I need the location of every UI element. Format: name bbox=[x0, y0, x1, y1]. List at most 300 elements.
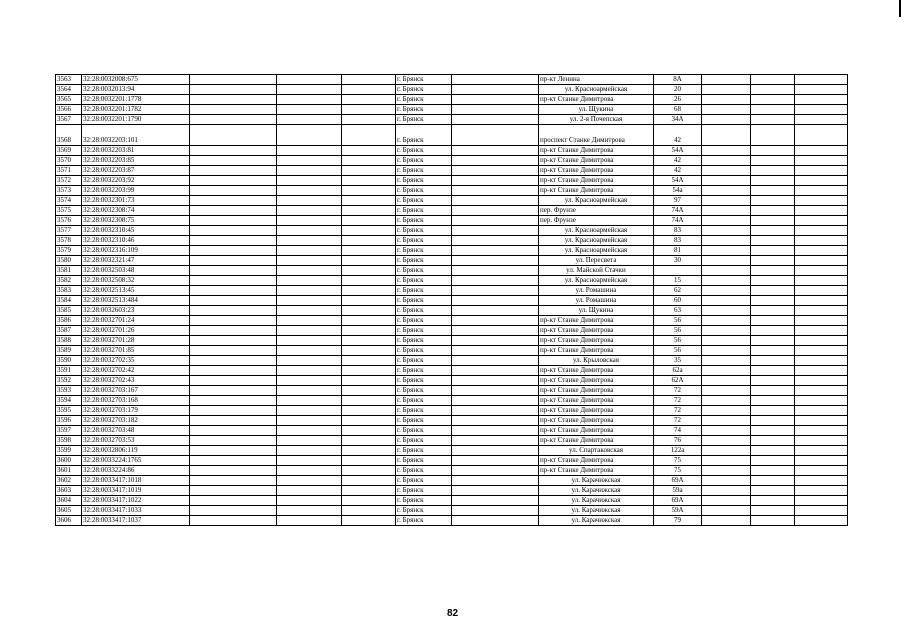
cadastral-number: 32:28:0032703:53 bbox=[82, 436, 190, 446]
empty-cell bbox=[342, 426, 396, 436]
table-row bbox=[56, 436, 848, 446]
row-number: 3570 bbox=[56, 156, 82, 166]
city: г. Брянск bbox=[396, 336, 452, 346]
empty-cell bbox=[751, 105, 795, 115]
empty-cell bbox=[702, 206, 751, 216]
empty-cell bbox=[751, 496, 795, 506]
empty-cell bbox=[751, 176, 795, 186]
empty-cell bbox=[190, 266, 277, 276]
empty-cell bbox=[190, 276, 277, 286]
empty-cell bbox=[190, 236, 277, 246]
empty-cell bbox=[342, 326, 396, 336]
empty-cell bbox=[190, 316, 277, 326]
street: пр-кт Станке Димитрова bbox=[539, 386, 654, 396]
street: пр-кт Станке Димитрова bbox=[539, 326, 654, 336]
table-row bbox=[56, 336, 848, 346]
empty-cell bbox=[342, 176, 396, 186]
empty-cell bbox=[190, 226, 277, 236]
city: г. Брянск bbox=[396, 316, 452, 326]
empty-cell bbox=[190, 516, 277, 526]
empty-cell bbox=[795, 386, 848, 396]
empty-cell bbox=[795, 146, 848, 156]
empty-cell bbox=[342, 296, 396, 306]
empty-cell bbox=[751, 296, 795, 306]
table-row bbox=[56, 476, 848, 486]
empty-cell bbox=[751, 476, 795, 486]
house-number: 56 bbox=[654, 346, 702, 356]
empty-cell bbox=[190, 115, 277, 125]
empty-cell bbox=[702, 156, 751, 166]
empty-cell bbox=[277, 196, 342, 206]
empty-cell bbox=[452, 376, 539, 386]
table-row bbox=[56, 276, 848, 286]
empty-cell bbox=[795, 256, 848, 266]
empty-cell bbox=[342, 516, 396, 526]
row-number: 3574 bbox=[56, 196, 82, 206]
empty-cell bbox=[795, 156, 848, 166]
empty-cell bbox=[277, 396, 342, 406]
empty-cell bbox=[751, 426, 795, 436]
empty-cell bbox=[342, 396, 396, 406]
cadastral-number: 32:28:0032703:179 bbox=[82, 406, 190, 416]
empty-cell bbox=[795, 95, 848, 105]
table-row bbox=[56, 236, 848, 246]
empty-cell bbox=[452, 426, 539, 436]
empty-cell bbox=[277, 356, 342, 366]
city: г. Брянск bbox=[396, 246, 452, 256]
cadastral-number: 32:28:0032703:48 bbox=[82, 426, 190, 436]
empty-cell bbox=[342, 266, 396, 276]
empty-cell bbox=[751, 406, 795, 416]
street: пр-кт Станке Димитрова bbox=[539, 466, 654, 476]
row-number: 3568 bbox=[56, 125, 82, 146]
empty-cell bbox=[795, 266, 848, 276]
cadastral-number: 32:28:0032701:26 bbox=[82, 326, 190, 336]
house-number: 60 bbox=[654, 296, 702, 306]
row-number: 3563 bbox=[56, 75, 82, 85]
house-number: 75 bbox=[654, 456, 702, 466]
city: г. Брянск bbox=[396, 396, 452, 406]
empty-cell bbox=[702, 146, 751, 156]
empty-cell bbox=[702, 476, 751, 486]
empty-cell bbox=[751, 166, 795, 176]
empty-cell bbox=[452, 416, 539, 426]
empty-cell bbox=[190, 246, 277, 256]
empty-cell bbox=[795, 206, 848, 216]
table-row bbox=[56, 486, 848, 496]
row-number: 3588 bbox=[56, 336, 82, 346]
empty-cell bbox=[277, 226, 342, 236]
row-number: 3587 bbox=[56, 326, 82, 336]
empty-cell bbox=[342, 496, 396, 506]
empty-cell bbox=[702, 386, 751, 396]
empty-cell bbox=[277, 326, 342, 336]
empty-cell bbox=[342, 416, 396, 426]
empty-cell bbox=[452, 75, 539, 85]
empty-cell bbox=[190, 75, 277, 85]
street: ул. Карачижская bbox=[539, 506, 654, 516]
street: ул. Спартаковская bbox=[539, 446, 654, 456]
street: ул. Щукина bbox=[539, 306, 654, 316]
cadastral-number: 32:28:0032513:484 bbox=[82, 296, 190, 306]
empty-cell bbox=[795, 176, 848, 186]
empty-cell bbox=[277, 75, 342, 85]
empty-cell bbox=[795, 115, 848, 125]
empty-cell bbox=[342, 386, 396, 396]
empty-cell bbox=[795, 406, 848, 416]
empty-cell bbox=[702, 316, 751, 326]
empty-cell bbox=[702, 176, 751, 186]
empty-cell bbox=[452, 216, 539, 226]
street: пр-кт Станке Димитрова bbox=[539, 156, 654, 166]
city: г. Брянск bbox=[396, 366, 452, 376]
empty-cell bbox=[795, 356, 848, 366]
street: ул. Карачижская bbox=[539, 516, 654, 526]
empty-cell bbox=[751, 386, 795, 396]
empty-cell bbox=[452, 386, 539, 396]
city: г. Брянск bbox=[396, 516, 452, 526]
cadastral-number: 32:28:0033224:1765 bbox=[82, 456, 190, 466]
table-row bbox=[56, 456, 848, 466]
empty-cell bbox=[795, 236, 848, 246]
row-number: 3567 bbox=[56, 115, 82, 125]
empty-cell bbox=[277, 146, 342, 156]
empty-cell bbox=[190, 416, 277, 426]
city: г. Брянск bbox=[396, 506, 452, 516]
empty-cell bbox=[702, 85, 751, 95]
empty-cell bbox=[452, 466, 539, 476]
empty-cell bbox=[702, 336, 751, 346]
empty-cell bbox=[452, 125, 539, 146]
registry-body bbox=[56, 75, 848, 526]
house-number: 74А bbox=[654, 206, 702, 216]
house-number: 72 bbox=[654, 406, 702, 416]
empty-cell bbox=[795, 336, 848, 346]
empty-cell bbox=[751, 186, 795, 196]
house-number: 72 bbox=[654, 386, 702, 396]
table-row bbox=[56, 115, 848, 125]
city: г. Брянск bbox=[396, 256, 452, 266]
house-number: 34А bbox=[654, 115, 702, 125]
empty-cell bbox=[795, 125, 848, 146]
empty-cell bbox=[452, 176, 539, 186]
street: пр-кт Станке Димитрова bbox=[539, 146, 654, 156]
empty-cell bbox=[751, 306, 795, 316]
empty-cell bbox=[452, 276, 539, 286]
empty-cell bbox=[277, 246, 342, 256]
empty-cell bbox=[795, 286, 848, 296]
empty-cell bbox=[795, 376, 848, 386]
empty-cell bbox=[702, 95, 751, 105]
city: г. Брянск bbox=[396, 115, 452, 125]
empty-cell bbox=[702, 376, 751, 386]
house-number: 20 bbox=[654, 85, 702, 95]
table-row bbox=[56, 376, 848, 386]
empty-cell bbox=[342, 125, 396, 146]
table-row bbox=[56, 396, 848, 406]
cadastral-number: 32:28:0032513:45 bbox=[82, 286, 190, 296]
empty-cell bbox=[277, 256, 342, 266]
empty-cell bbox=[702, 256, 751, 266]
empty-cell bbox=[277, 416, 342, 426]
city: г. Брянск bbox=[396, 216, 452, 226]
street: пр-кт Ленина bbox=[539, 75, 654, 85]
empty-cell bbox=[277, 105, 342, 115]
empty-cell bbox=[190, 476, 277, 486]
empty-cell bbox=[795, 466, 848, 476]
cadastral-number: 32:28:0032508:32 bbox=[82, 276, 190, 286]
cadastral-number: 32:28:0032203:101 bbox=[82, 125, 190, 146]
row-number: 3591 bbox=[56, 366, 82, 376]
empty-cell bbox=[452, 266, 539, 276]
empty-cell bbox=[795, 516, 848, 526]
city: г. Брянск bbox=[396, 346, 452, 356]
cadastral-number: 32:28:0032203:81 bbox=[82, 146, 190, 156]
empty-cell bbox=[702, 236, 751, 246]
empty-cell bbox=[751, 286, 795, 296]
empty-cell bbox=[702, 516, 751, 526]
house-number: 72 bbox=[654, 416, 702, 426]
row-number: 3578 bbox=[56, 236, 82, 246]
empty-cell bbox=[751, 446, 795, 456]
empty-cell bbox=[452, 166, 539, 176]
empty-cell bbox=[702, 186, 751, 196]
cadastral-number: 32:28:0032310:46 bbox=[82, 236, 190, 246]
empty-cell bbox=[452, 476, 539, 486]
empty-cell bbox=[452, 436, 539, 446]
row-number: 3600 bbox=[56, 456, 82, 466]
empty-cell bbox=[277, 85, 342, 95]
empty-cell bbox=[751, 196, 795, 206]
empty-cell bbox=[342, 446, 396, 456]
empty-cell bbox=[452, 206, 539, 216]
empty-cell bbox=[795, 476, 848, 486]
empty-cell bbox=[751, 376, 795, 386]
empty-cell bbox=[452, 486, 539, 496]
street: пр-кт Станке Димитрова bbox=[539, 95, 654, 105]
empty-cell bbox=[342, 366, 396, 376]
empty-cell bbox=[342, 456, 396, 466]
table-row bbox=[56, 386, 848, 396]
empty-cell bbox=[190, 466, 277, 476]
empty-cell bbox=[342, 286, 396, 296]
empty-cell bbox=[452, 446, 539, 456]
row-number: 3571 bbox=[56, 166, 82, 176]
empty-cell bbox=[190, 406, 277, 416]
empty-cell bbox=[702, 356, 751, 366]
cadastral-number: 32:28:0032308:74 bbox=[82, 206, 190, 216]
cadastral-number: 32:28:0032702:35 bbox=[82, 356, 190, 366]
empty-cell bbox=[795, 456, 848, 466]
house-number: 63 bbox=[654, 306, 702, 316]
scan-edge-mark bbox=[899, 0, 901, 17]
empty-cell bbox=[795, 75, 848, 85]
empty-cell bbox=[277, 456, 342, 466]
house-number: 62а bbox=[654, 366, 702, 376]
empty-cell bbox=[795, 496, 848, 506]
empty-cell bbox=[452, 496, 539, 506]
empty-cell bbox=[277, 236, 342, 246]
empty-cell bbox=[702, 456, 751, 466]
city: г. Брянск bbox=[396, 426, 452, 436]
empty-cell bbox=[342, 246, 396, 256]
empty-cell bbox=[342, 376, 396, 386]
street: ул. Красноармейская bbox=[539, 236, 654, 246]
city: г. Брянск bbox=[396, 276, 452, 286]
empty-cell bbox=[751, 125, 795, 146]
house-number: 79 bbox=[654, 516, 702, 526]
empty-cell bbox=[452, 396, 539, 406]
row-number: 3572 bbox=[56, 176, 82, 186]
table-row bbox=[56, 426, 848, 436]
city: г. Брянск bbox=[396, 95, 452, 105]
row-number: 3584 bbox=[56, 296, 82, 306]
empty-cell bbox=[702, 166, 751, 176]
cadastral-number: 32:28:0032008:675 bbox=[82, 75, 190, 85]
cadastral-number: 32:28:0032702:43 bbox=[82, 376, 190, 386]
empty-cell bbox=[751, 466, 795, 476]
empty-cell bbox=[702, 306, 751, 316]
city: г. Брянск bbox=[396, 356, 452, 366]
empty-cell bbox=[277, 486, 342, 496]
empty-cell bbox=[751, 85, 795, 95]
row-number: 3590 bbox=[56, 356, 82, 366]
empty-cell bbox=[452, 406, 539, 416]
empty-cell bbox=[190, 156, 277, 166]
empty-cell bbox=[277, 316, 342, 326]
empty-cell bbox=[702, 496, 751, 506]
empty-cell bbox=[751, 156, 795, 166]
empty-cell bbox=[190, 346, 277, 356]
table-row bbox=[56, 346, 848, 356]
city: г. Брянск bbox=[396, 496, 452, 506]
house-number: 56 bbox=[654, 336, 702, 346]
empty-cell bbox=[342, 356, 396, 366]
empty-cell bbox=[702, 276, 751, 286]
cadastral-number: 32:28:0032201:1782 bbox=[82, 105, 190, 115]
empty-cell bbox=[452, 226, 539, 236]
street: пр-кт Станке Димитрова bbox=[539, 366, 654, 376]
empty-cell bbox=[452, 346, 539, 356]
house-number: 54А bbox=[654, 146, 702, 156]
empty-cell bbox=[452, 246, 539, 256]
row-number: 3599 bbox=[56, 446, 82, 456]
empty-cell bbox=[190, 366, 277, 376]
empty-cell bbox=[795, 216, 848, 226]
empty-cell bbox=[190, 146, 277, 156]
street: пр-кт Станке Димитрова bbox=[539, 456, 654, 466]
table-row bbox=[56, 226, 848, 236]
empty-cell bbox=[702, 416, 751, 426]
house-number: 72 bbox=[654, 396, 702, 406]
city: г. Брянск bbox=[396, 236, 452, 246]
empty-cell bbox=[342, 95, 396, 105]
empty-cell bbox=[751, 256, 795, 266]
empty-cell bbox=[702, 506, 751, 516]
table-row bbox=[56, 125, 848, 146]
empty-cell bbox=[452, 105, 539, 115]
street: ул. Красноармейская bbox=[539, 85, 654, 95]
empty-cell bbox=[795, 446, 848, 456]
empty-cell bbox=[190, 496, 277, 506]
row-number: 3565 bbox=[56, 95, 82, 105]
street: пр-кт Станке Димитрова bbox=[539, 336, 654, 346]
empty-cell bbox=[190, 105, 277, 115]
city: г. Брянск bbox=[396, 186, 452, 196]
street: ул. Ромашина bbox=[539, 296, 654, 306]
empty-cell bbox=[190, 446, 277, 456]
empty-cell bbox=[751, 516, 795, 526]
empty-cell bbox=[342, 276, 396, 286]
street: ул. Карачижская bbox=[539, 476, 654, 486]
empty-cell bbox=[277, 95, 342, 105]
city: г. Брянск bbox=[396, 296, 452, 306]
empty-cell bbox=[342, 406, 396, 416]
table-row bbox=[56, 296, 848, 306]
city: г. Брянск bbox=[396, 176, 452, 186]
street: ул. Майской Стачки bbox=[539, 266, 654, 276]
row-number: 3573 bbox=[56, 186, 82, 196]
empty-cell bbox=[702, 216, 751, 226]
row-number: 3604 bbox=[56, 496, 82, 506]
empty-cell bbox=[751, 216, 795, 226]
empty-cell bbox=[277, 476, 342, 486]
row-number: 3606 bbox=[56, 516, 82, 526]
empty-cell bbox=[795, 506, 848, 516]
empty-cell bbox=[795, 366, 848, 376]
empty-cell bbox=[751, 346, 795, 356]
house-number: 35 bbox=[654, 356, 702, 366]
empty-cell bbox=[702, 266, 751, 276]
empty-cell bbox=[751, 416, 795, 426]
empty-cell bbox=[277, 216, 342, 226]
table-row bbox=[56, 266, 848, 276]
city: г. Брянск bbox=[396, 75, 452, 85]
house-number: 83 bbox=[654, 236, 702, 246]
street: проспект Станке Димитрова bbox=[539, 125, 654, 146]
street: пр-кт Станке Димитрова bbox=[539, 376, 654, 386]
empty-cell bbox=[342, 256, 396, 266]
empty-cell bbox=[190, 396, 277, 406]
table-row bbox=[56, 156, 848, 166]
empty-cell bbox=[190, 216, 277, 226]
street: ул. Красноармейская bbox=[539, 226, 654, 236]
empty-cell bbox=[795, 396, 848, 406]
street: пр-кт Станке Димитрова bbox=[539, 406, 654, 416]
street: пр-кт Станке Димитрова bbox=[539, 186, 654, 196]
table-row bbox=[56, 105, 848, 115]
table-row bbox=[56, 166, 848, 176]
street: пр-кт Станке Димитрова bbox=[539, 166, 654, 176]
row-number: 3569 bbox=[56, 146, 82, 156]
row-number: 3592 bbox=[56, 376, 82, 386]
empty-cell bbox=[342, 336, 396, 346]
empty-cell bbox=[751, 115, 795, 125]
empty-cell bbox=[795, 296, 848, 306]
table-row bbox=[56, 216, 848, 226]
empty-cell bbox=[751, 236, 795, 246]
empty-cell bbox=[190, 206, 277, 216]
empty-cell bbox=[702, 346, 751, 356]
city: г. Брянск bbox=[396, 196, 452, 206]
empty-cell bbox=[342, 115, 396, 125]
cadastral-number: 32:28:0033417:1019 bbox=[82, 486, 190, 496]
empty-cell bbox=[190, 326, 277, 336]
row-number: 3601 bbox=[56, 466, 82, 476]
table-row bbox=[56, 356, 848, 366]
house-number: 62 bbox=[654, 286, 702, 296]
row-number: 3577 bbox=[56, 226, 82, 236]
